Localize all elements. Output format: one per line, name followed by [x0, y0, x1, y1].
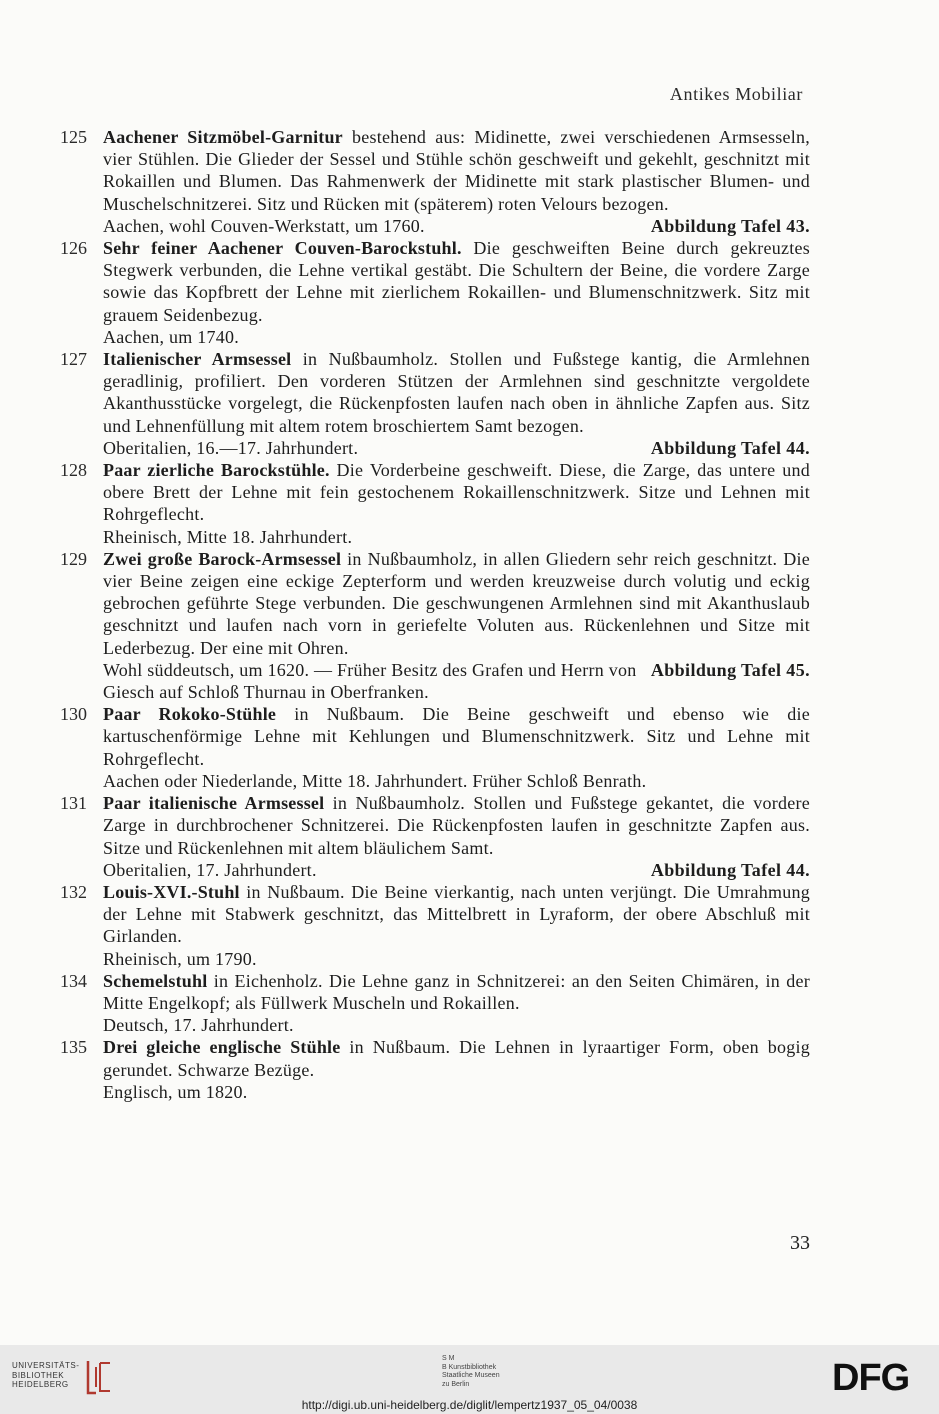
smb-kunstbibliothek-label: S M B Kunstbibliothek Staatliche Museen zu Berlin — [442, 1355, 500, 1388]
entry-source-line — [103, 1014, 810, 1036]
entry-description — [103, 1036, 810, 1080]
entry-title: Louis-XVI.-Stuhl — [103, 881, 240, 902]
plate-reference: Abbildung Tafel 44. — [650, 437, 810, 458]
entry-provenance: Aachen, um 1740. — [103, 326, 239, 347]
entry-provenance: Wohl süddeutsch, um 1620. — Früher Besitz des Grafen und Herrn von Giesch auf Schloß Thurnau in Oberfranken. — [103, 659, 637, 703]
dfg-logo: DFG — [832, 1357, 910, 1399]
entry-description — [103, 548, 810, 659]
entry-source-line — [103, 948, 810, 970]
catalog-entry — [60, 1036, 810, 1103]
entry-provenance: Oberitalien, 17. Jahrhundert. — [103, 859, 317, 880]
catalog-entry — [60, 348, 810, 459]
entry-number: 129 — [60, 548, 87, 569]
entry-number: 128 — [60, 460, 87, 481]
entry-text: in Nußbaumholz, in allen Gliedern sehr reich geschnitzt. Die vier Beine zeigen eine eckige Zepterform und werden kreuzweise durch volutig und eckig gebrochen geführte Stege verbunden. Die geschwungenen Armlehnen sind mit Akanthuslaub geschnitzt und laufen nach vorn in geriefelte Voluten aus. Rückenlehnen und Sitze mit Lederbezug. Der eine mit Ohren. — [103, 548, 810, 658]
page-number: 33 — [790, 1232, 810, 1254]
entry-number: 126 — [60, 238, 87, 259]
entry-title: Paar italienische Armsessel — [103, 793, 325, 814]
entry-source-line — [103, 437, 810, 459]
entry-description — [103, 126, 810, 215]
entry-title: Sehr feiner Aachener Couven-Barockstuhl. — [103, 238, 462, 259]
catalog-entry — [60, 548, 810, 703]
entry-text: Die Vorderbeine geschweift. Diese, die Zarge, das untere und obere Brett der Lehne mit fein gestochenem Rokaillenschnitzwerk. Sitze und Lehnen mit Rohrgeflecht. — [103, 460, 810, 525]
entry-number: 135 — [60, 1037, 87, 1058]
entry-text: in Eichenholz. Die Lehne ganz in Schnitzerei: an den Seiten Chimären, in der Mitte Engelkopf; als Füllwerk Muscheln und Rokaillen. — [103, 970, 810, 1013]
university-library-label: UNIVERSITÄTS- BIBLIOTHEK HEIDELBERG — [12, 1361, 80, 1389]
entry-title: Zwei große Barock-Armsessel — [103, 548, 342, 569]
entry-provenance: Aachen, wohl Couven-Werkstatt, um 1760. — [103, 215, 425, 236]
entry-number: 134 — [60, 970, 87, 991]
entry-description — [103, 237, 810, 326]
entry-source-line — [103, 526, 810, 548]
entry-text: bestehend aus: Midinette, zwei verschiedenen Armsesseln, vier Stühlen. Die Glieder der Sessel und Stühle schön geschweift und gekehlt, geschnitzt mit Rokaillen und Blumen. Das Rahmenwerk der Midinette mit stark plastischer Blumen- und Muschelschnitzerei. Sitz und Rücken mit (späterem) roten Velours bezogen. — [103, 127, 810, 214]
entry-title: Drei gleiche englische Stühle — [103, 1037, 341, 1058]
plate-reference: Abbildung Tafel 44. — [650, 859, 810, 880]
entry-number: 131 — [60, 793, 87, 814]
catalog-entry — [60, 970, 810, 1037]
entry-provenance: Aachen oder Niederlande, Mitte 18. Jahrhundert. Früher Schloß Benrath. — [103, 770, 647, 791]
entry-description — [103, 881, 810, 948]
catalog-entry — [60, 881, 810, 970]
entry-text: in Nußbaumholz. Stollen und Fußstege gekantet, die vordere Zarge in durchbrochener Schnitzerei. Die Rückenpfosten laufen in geschnitzte Zapfen aus. Sitze und Rückenlehnen mit altem bläulichem Samt. — [103, 793, 810, 858]
entry-title: Paar Rokoko-Stühle — [103, 704, 277, 725]
entry-text: Die geschweiften Beine durch gekreuztes Stegwerk verbunden, die Lehne vertikal gestäbt. Die Schultern der Beine, die vordere Zarge sowie das Kopfbrett der Lehne mit zierlichem Rokaillen- und Blumenschnitzwerk. Sitz mit grauem Seidenbezug. — [103, 238, 810, 325]
entry-source-line — [103, 859, 810, 881]
entry-title: Schemelstuhl — [103, 970, 208, 991]
entry-description — [103, 703, 810, 770]
entry-source-line — [103, 659, 810, 703]
entry-description — [103, 459, 810, 526]
entry-number: 130 — [60, 704, 87, 725]
entry-description — [103, 348, 810, 437]
entry-text: in Nußbaum. Die Beine vierkantig, nach unten verjüngt. Die Umrahmung der Lehne mit Stabwerk geschnitzt, das Mittelbrett in Lyraform, der obere Abschluß mit Girlanden. — [103, 881, 810, 947]
catalog-entry — [60, 237, 810, 348]
running-header: Antikes Mobiliar — [669, 84, 803, 104]
entry-source-line — [103, 326, 810, 348]
entry-description — [103, 970, 810, 1014]
permalink-url[interactable]: http://digi.ub.uni-heidelberg.de/diglit/lempertz1937_05_04/0038 — [301, 1398, 638, 1412]
entry-provenance: Rheinisch, um 1790. — [103, 948, 257, 969]
entry-source-line — [103, 1081, 810, 1103]
entry-provenance: Rheinisch, Mitte 18. Jahrhundert. — [103, 526, 353, 547]
entry-text: in Nußbaum. Die Lehnen in lyraartiger Form, oben bogig gerundet. Schwarze Bezüge. — [103, 1037, 810, 1080]
entry-text: in Nußbaum. Die Beine geschweift und ebenso wie die kartuschenförmige Lehne mit Kehlungen und Blumenschnitzwerk. Sitz und Lehne mit Rohrgeflecht. — [103, 704, 810, 769]
entry-source-line — [103, 770, 810, 792]
entry-description — [103, 792, 810, 859]
plate-reference: Abbildung Tafel 45. — [650, 659, 810, 680]
entry-number: 125 — [60, 127, 87, 147]
entry-source-line — [103, 215, 810, 237]
entry-provenance: Oberitalien, 16.—17. Jahrhundert. — [103, 437, 359, 458]
plate-reference: Abbildung Tafel 43. — [650, 215, 810, 236]
entry-number: 132 — [60, 881, 87, 902]
entry-list — [60, 126, 810, 1103]
entry-title: Italienischer Armsessel — [103, 349, 292, 370]
catalog-entry — [60, 459, 810, 548]
footer-bar — [0, 1345, 939, 1414]
entry-provenance: Deutsch, 17. Jahrhundert. — [103, 1015, 294, 1036]
catalog-entry — [60, 703, 810, 792]
entry-number: 127 — [60, 349, 87, 370]
entry-title: Paar zierliche Barockstühle. — [103, 460, 330, 481]
entry-provenance: Englisch, um 1820. — [103, 1081, 248, 1102]
catalog-entry — [60, 126, 810, 237]
entry-title: Aachener Sitzmöbel-Garnitur — [103, 127, 343, 147]
university-logo-icon — [84, 1357, 114, 1397]
catalog-entry — [60, 792, 810, 881]
entry-text: in Nußbaumholz. Stollen und Fußstege kantig, die Armlehnen geradlinig, profiliert. Den vorderen Stützen der Armlehnen sind geschnitzte vergoldete Akanthusstücke vorgelegt, die Rückenpfosten laufen nach oben in ähnliche Zapfen aus. Sitz und Lehnenfüllung mit altem rotem broschiertem Samt bezogen. — [103, 349, 810, 436]
